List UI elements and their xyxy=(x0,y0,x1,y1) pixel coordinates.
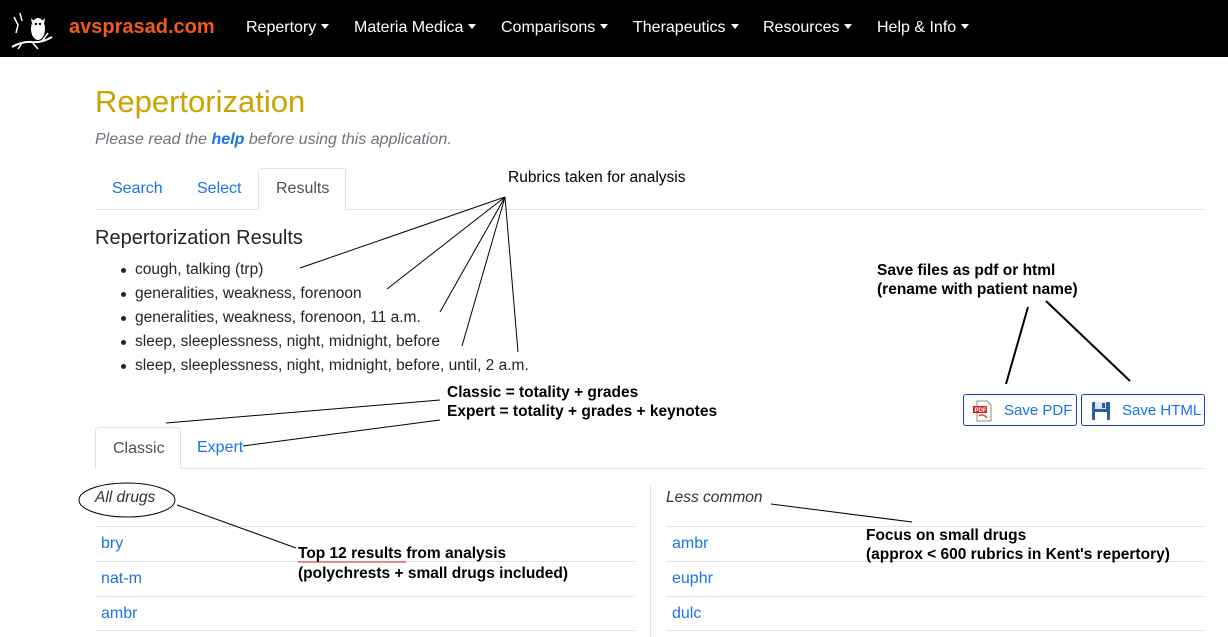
caret-down-icon xyxy=(844,24,852,29)
rubric-item: generalities, weakness, forenoon, 11 a.m. xyxy=(117,306,529,330)
drug-link[interactable]: dulc xyxy=(672,605,702,622)
pointer-line xyxy=(1046,301,1130,381)
nav-label: Materia Medica xyxy=(354,19,464,36)
tab-select[interactable]: Select xyxy=(197,180,242,197)
annotation-expert: Expert = totality + grades + keynotes xyxy=(447,403,718,420)
pointer-line xyxy=(1006,307,1028,384)
save-html-label: Save HTML xyxy=(1122,402,1202,419)
mode-tabs-divider xyxy=(95,468,1205,469)
drug-link[interactable]: nat-m xyxy=(101,570,142,587)
tab-expert[interactable]: Expert xyxy=(197,439,244,456)
nav-comparisons[interactable] xyxy=(501,19,608,37)
pointer-line xyxy=(166,400,440,423)
save-pdf-label: Save PDF xyxy=(1004,402,1073,419)
pdf-file-icon xyxy=(972,400,994,422)
nav-help-info[interactable] xyxy=(877,19,969,37)
caret-down-icon xyxy=(468,24,476,29)
drug-link[interactable]: ambr xyxy=(672,535,709,552)
nav-therapeutics[interactable] xyxy=(633,19,739,37)
owl-logo-icon[interactable] xyxy=(8,7,54,51)
rubric-item: sleep, sleeplessness, night, midnight, before xyxy=(117,330,529,354)
help-note xyxy=(95,131,452,149)
annotation-save-line2: (rename with patient name) xyxy=(877,281,1078,298)
annotation-top-line2: (polychrests + small drugs included) xyxy=(298,565,569,582)
drug-link[interactable]: bry xyxy=(101,535,124,552)
pointer-line xyxy=(243,420,440,446)
save-html-button[interactable] xyxy=(1081,394,1205,426)
annotation-save-line1: Save files as pdf or html xyxy=(877,262,1056,279)
nav-label: Help & Info xyxy=(877,19,957,36)
pointer-line xyxy=(771,504,912,522)
drug-link[interactable]: ambr xyxy=(101,605,138,622)
help-prefix: Please read the xyxy=(95,131,212,148)
nav-label: Resources xyxy=(763,19,840,36)
help-suffix: before using this application. xyxy=(244,131,452,148)
nav-label: Comparisons xyxy=(501,19,596,36)
page-title: Repertorization xyxy=(95,84,306,119)
caret-down-icon xyxy=(731,24,739,29)
column-divider xyxy=(650,486,651,637)
annotation-focus-line1: Focus on small drugs xyxy=(866,527,1027,544)
nav-label: Repertory xyxy=(246,19,317,36)
caret-down-icon xyxy=(961,24,969,29)
floppy-disk-icon xyxy=(1090,400,1112,422)
annotation-focus-line2: (approx < 600 rubrics in Kent's repertory) xyxy=(866,546,1170,563)
rubric-item: cough, talking (trp) xyxy=(117,258,529,282)
nav-repertory[interactable] xyxy=(246,19,329,37)
drug-row[interactable] xyxy=(666,561,1205,596)
drug-row[interactable] xyxy=(666,596,1205,631)
tab-search[interactable]: Search xyxy=(112,180,163,197)
drug-row[interactable] xyxy=(95,596,635,631)
save-pdf-button[interactable] xyxy=(963,394,1077,426)
rubric-item: sleep, sleeplessness, night, midnight, before, until, 2 a.m. xyxy=(117,354,529,378)
rubric-item: generalities, weakness, forenoon xyxy=(117,282,529,306)
nav-materia-medica[interactable] xyxy=(354,19,476,37)
caret-down-icon xyxy=(321,24,329,29)
brand-name[interactable]: avsprasad.com xyxy=(69,16,215,38)
caret-down-icon xyxy=(600,24,608,29)
nav-label: Therapeutics xyxy=(633,19,726,36)
annotation-rubrics: Rubrics taken for analysis xyxy=(508,169,686,186)
tab-results[interactable]: Results xyxy=(258,168,346,210)
results-heading: Repertorization Results xyxy=(95,227,303,249)
drug-link[interactable]: euphr xyxy=(672,570,713,587)
top-navbar xyxy=(0,0,1228,57)
less-common-heading: Less common xyxy=(666,489,763,506)
help-link[interactable]: help xyxy=(211,131,245,148)
annotation-classic: Classic = totality + grades xyxy=(447,384,639,401)
annotation-top-line1: Top 12 results from analysis xyxy=(298,545,507,562)
rubric-list xyxy=(117,258,529,378)
tab-classic[interactable]: Classic xyxy=(95,427,181,469)
svg-text:PDF: PDF xyxy=(974,408,987,414)
all-drugs-heading: All drugs xyxy=(95,489,156,506)
nav-resources[interactable] xyxy=(763,19,852,37)
